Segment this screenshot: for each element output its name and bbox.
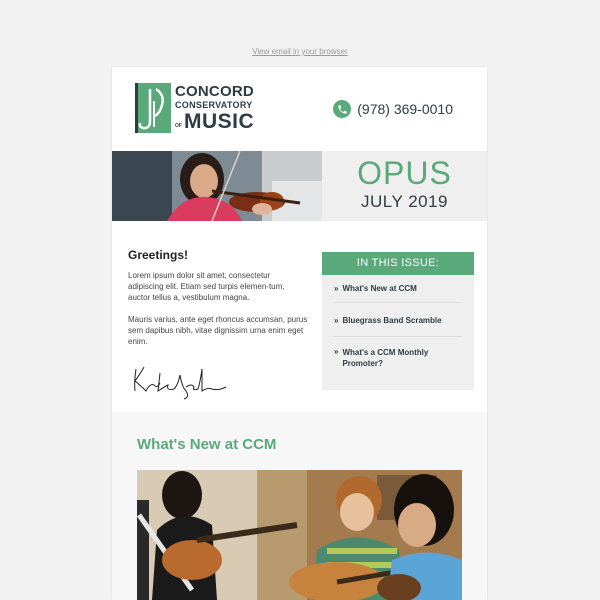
phone-contact[interactable]: [333, 100, 453, 118]
guitar-lesson-photo: [137, 470, 462, 600]
greeting-block: [128, 248, 308, 360]
double-chevron-icon: »: [334, 347, 339, 356]
double-chevron-icon: »: [334, 284, 339, 293]
issue-link-monthly-promoter[interactable]: [334, 337, 462, 378]
issue-link-label: What's a CCM Monthly Promoter?: [342, 348, 429, 369]
director-signature: [130, 361, 230, 401]
issue-link-bluegrass[interactable]: [334, 303, 462, 337]
issue-link-label: What's New at CCM: [342, 284, 417, 293]
greeting-paragraph-1: Lorem ipsum dolor sit amet, consectetur adipiscing elit. Etiam sed turpis elemen-tum, auctor tellus a, vestibulum magna.: [128, 271, 285, 302]
logo-wordmark: [175, 84, 254, 132]
intro-section: [112, 221, 487, 412]
issue-link-whats-new[interactable]: [334, 275, 462, 303]
preheader: [0, 0, 600, 67]
music-note-logo-icon: [135, 83, 171, 133]
logo-line-music-row: [175, 111, 254, 132]
ccm-logo[interactable]: [135, 83, 254, 133]
opus-banner: [112, 151, 487, 221]
newsletter-title: OPUS: [357, 155, 452, 191]
whats-new-section: [112, 412, 487, 600]
logo-of: OF: [175, 123, 182, 129]
phone-icon: [333, 100, 351, 118]
logo-line-concord: CONCORD: [175, 83, 254, 100]
email-header: [112, 67, 487, 151]
opus-title-block: [322, 151, 487, 221]
greeting-paragraph-2: Mauris varius, ante eget rhoncus accumsan, purus sem dapibus nibh, vitae dignissim urna enim eget enim.: [128, 315, 308, 346]
in-this-issue-box: [322, 252, 474, 390]
logo-line-music: MUSIC: [183, 110, 255, 133]
in-this-issue-heading: IN THIS ISSUE:: [322, 252, 474, 275]
logo-line-conservatory: CONSERVATORY: [175, 100, 253, 110]
newsletter-date: JULY 2019: [360, 192, 449, 211]
violin-student-photo: [112, 151, 322, 221]
issue-list: [322, 275, 474, 378]
issue-link-label: Bluegrass Band Scramble: [342, 316, 442, 325]
greeting-heading: Greetings!: [128, 248, 189, 262]
double-chevron-icon: »: [334, 316, 339, 325]
view-in-browser-link[interactable]: View email in your browser: [252, 47, 348, 56]
phone-number: (978) 369-0010: [357, 101, 453, 117]
email-card: [112, 67, 487, 600]
section-heading: What's New at CCM: [137, 436, 277, 453]
